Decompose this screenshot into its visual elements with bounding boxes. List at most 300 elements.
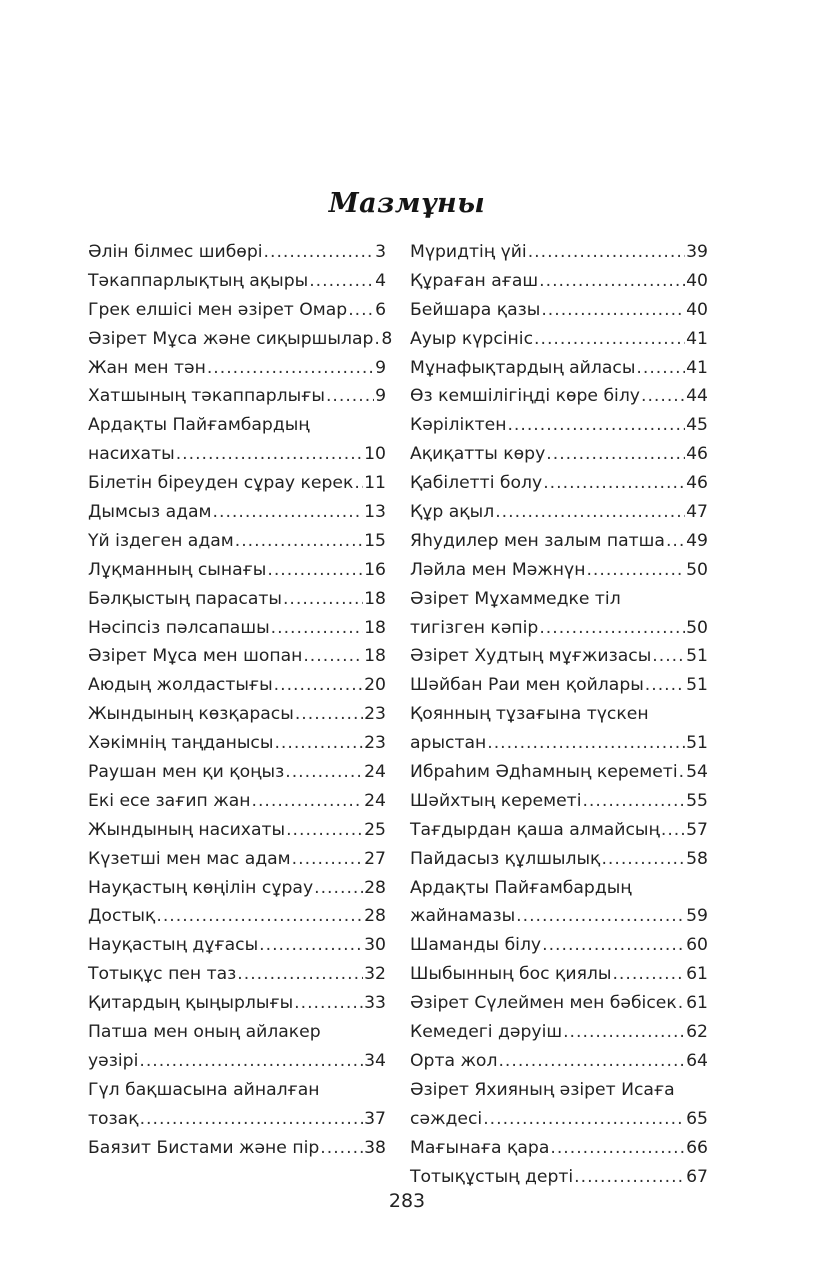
toc-entry-page-number: 27 bbox=[364, 848, 386, 869]
toc-entry-title: Науқастың дұғасы bbox=[88, 935, 259, 956]
toc-entry[interactable] bbox=[88, 238, 386, 267]
toc-entry-title: жайнамазы bbox=[410, 906, 516, 927]
toc-entry-title: тозақ bbox=[88, 1108, 139, 1129]
toc-entry-title: Әзірет Мұса мен шопан bbox=[88, 646, 303, 667]
toc-entry-title: Жан мен тән bbox=[88, 357, 206, 378]
toc-entry-line bbox=[410, 816, 708, 845]
toc-entry-page-number: 20 bbox=[364, 675, 386, 696]
toc-entry[interactable] bbox=[88, 411, 386, 469]
toc-entry-line bbox=[88, 729, 386, 758]
toc-entry-page-number: 4 bbox=[375, 270, 386, 291]
toc-entry-title: Қитардың қыңырлығы bbox=[88, 993, 294, 1014]
toc-entry[interactable] bbox=[88, 556, 386, 585]
toc-entry-page-number: 62 bbox=[686, 1022, 708, 1043]
toc-entry-title: Тағдырдан қаша алмайсың bbox=[410, 819, 660, 840]
toc-entry-line bbox=[410, 1018, 708, 1047]
toc-entry-title: Ләйла мен Мәжнүн bbox=[410, 559, 586, 580]
dot-leader bbox=[601, 845, 685, 874]
toc-entry[interactable] bbox=[410, 440, 708, 469]
dot-leader bbox=[286, 816, 363, 845]
toc-entry-page-number: 47 bbox=[686, 502, 708, 523]
toc-entry-page-number: 41 bbox=[686, 328, 708, 349]
toc-entry[interactable] bbox=[410, 960, 708, 989]
toc-entry-page-number: 18 bbox=[364, 617, 386, 638]
toc-entry-page-number: 65 bbox=[686, 1108, 708, 1129]
toc-entry-title: Әлін білмес шибөрі bbox=[88, 242, 263, 262]
dot-leader bbox=[354, 469, 363, 498]
toc-entry[interactable] bbox=[88, 700, 386, 729]
toc-entry-title: Баязит Бистами және пір bbox=[88, 1137, 320, 1158]
toc-entry-page-number: 9 bbox=[375, 386, 386, 407]
toc-right-column bbox=[410, 238, 708, 1191]
dot-leader bbox=[483, 1105, 685, 1134]
toc-entry-title: Білетін біреуден сұрау керек bbox=[88, 473, 354, 494]
toc-entry-title: Екі есе зағип жан bbox=[88, 790, 251, 811]
toc-entry-title: Шаманды білу bbox=[410, 935, 542, 956]
toc-entry[interactable] bbox=[410, 931, 708, 960]
toc-entry[interactable] bbox=[410, 1076, 708, 1134]
toc-entry-title: Күзетші мен мас адам bbox=[88, 848, 291, 869]
dot-leader bbox=[539, 267, 685, 296]
toc-entry[interactable] bbox=[410, 989, 708, 1018]
toc-entry-title: Раушан мен қи қоңыз bbox=[88, 762, 285, 783]
toc-entry[interactable] bbox=[410, 238, 708, 267]
toc-entry[interactable] bbox=[410, 642, 708, 671]
toc-entry-line bbox=[410, 642, 708, 671]
toc-entry[interactable] bbox=[88, 469, 386, 498]
toc-entry-page-number: 60 bbox=[686, 935, 708, 956]
toc-entry-line bbox=[88, 989, 386, 1018]
toc-entry-title: Тәкаппарлықтың ақыры bbox=[88, 270, 309, 291]
dot-leader bbox=[661, 816, 685, 845]
dot-leader bbox=[309, 267, 374, 296]
toc-entry-title: сәждесі bbox=[410, 1108, 483, 1129]
toc-entry-title: Орта жол bbox=[410, 1050, 498, 1071]
toc-entry[interactable] bbox=[410, 411, 708, 440]
toc-entry[interactable] bbox=[88, 758, 386, 787]
toc-entry-page-number: 66 bbox=[686, 1137, 708, 1158]
toc-entry[interactable] bbox=[410, 296, 708, 325]
toc-entry[interactable] bbox=[88, 816, 386, 845]
toc-entry-title: тигізген кәпір bbox=[410, 617, 539, 638]
toc-entry-title: Аюдың жолдастығы bbox=[88, 675, 273, 696]
dot-leader bbox=[641, 382, 685, 411]
toc-entry-page-number: 51 bbox=[686, 675, 708, 696]
toc-entry-line bbox=[410, 902, 708, 931]
dot-leader bbox=[636, 354, 685, 383]
toc-entry-line bbox=[410, 1163, 708, 1192]
toc-entry[interactable] bbox=[410, 1163, 708, 1192]
toc-entry[interactable] bbox=[410, 874, 708, 932]
dot-leader bbox=[612, 960, 685, 989]
toc-entry-title: Тотықұстың дерті bbox=[410, 1166, 574, 1187]
toc-entry[interactable] bbox=[88, 354, 386, 383]
toc-entry-page-number: 51 bbox=[686, 733, 708, 754]
toc-entry-line bbox=[88, 845, 386, 874]
toc-entry[interactable] bbox=[88, 845, 386, 874]
toc-entry-title-line1: Гүл бақшасына айналған bbox=[88, 1079, 320, 1100]
toc-entry-line bbox=[410, 325, 708, 354]
toc-entry-line bbox=[88, 874, 386, 903]
dot-leader bbox=[294, 989, 363, 1018]
toc-entry[interactable] bbox=[88, 874, 386, 903]
toc-entry-title: Өз кемшілігіңді көре білу bbox=[410, 386, 640, 407]
page-title: Мазмұны bbox=[328, 188, 486, 220]
toc-entry[interactable] bbox=[410, 816, 708, 845]
toc-entry[interactable] bbox=[88, 1134, 386, 1163]
toc-entry-page-number: 24 bbox=[364, 790, 386, 811]
toc-entry-page-number: 54 bbox=[686, 762, 708, 783]
toc-entry-page-number: 3 bbox=[375, 242, 386, 262]
toc-entry-line bbox=[410, 1134, 708, 1163]
dot-leader bbox=[295, 700, 363, 729]
toc-entry-line bbox=[88, 469, 386, 498]
toc-entry-title-line1: Ардақты Пайғамбардың bbox=[88, 415, 310, 436]
toc-entry[interactable] bbox=[88, 902, 386, 931]
dot-leader bbox=[274, 729, 363, 758]
toc-entry-line bbox=[88, 440, 386, 469]
toc-entry-line bbox=[410, 267, 708, 296]
toc-entry-line bbox=[410, 931, 708, 960]
dot-leader bbox=[207, 354, 374, 383]
toc-entry-line bbox=[410, 354, 708, 383]
dot-leader bbox=[645, 671, 685, 700]
toc-entry-title: Нәсіпсіз пәлсапашы bbox=[88, 617, 270, 638]
dot-leader bbox=[237, 960, 363, 989]
toc-entry[interactable] bbox=[88, 931, 386, 960]
toc-entry-line bbox=[88, 787, 386, 816]
dot-leader bbox=[666, 527, 685, 556]
toc-entry[interactable] bbox=[410, 758, 708, 787]
toc-entry-page-number: 61 bbox=[686, 993, 708, 1014]
dot-leader bbox=[543, 469, 685, 498]
toc-entry-page-number: 18 bbox=[364, 646, 386, 667]
dot-leader bbox=[348, 296, 374, 325]
toc-entry-page-number: 11 bbox=[364, 473, 386, 494]
toc-entry-page-number: 6 bbox=[375, 299, 386, 320]
toc-entry-title: Ақиқатты көру bbox=[410, 444, 546, 465]
toc-entry[interactable] bbox=[410, 382, 708, 411]
dot-leader bbox=[539, 614, 685, 643]
dot-leader bbox=[582, 787, 685, 816]
dot-leader bbox=[264, 238, 375, 267]
toc-entry-line bbox=[88, 585, 386, 614]
toc-entry-line bbox=[410, 440, 708, 469]
dot-leader bbox=[546, 440, 685, 469]
toc-entry-page-number: 10 bbox=[364, 444, 386, 465]
toc-entry-title-line1: Патша мен оның айлакер bbox=[88, 1022, 321, 1043]
toc-entry-page-number: 57 bbox=[686, 819, 708, 840]
toc-entry-line bbox=[410, 498, 708, 527]
dot-leader bbox=[259, 931, 363, 960]
toc-entry-title: Үй іздеген адам bbox=[88, 530, 234, 551]
toc-entry-title: Жындының көзқарасы bbox=[88, 704, 294, 725]
toc-entry-line bbox=[410, 845, 708, 874]
toc-entry-page-number: 38 bbox=[364, 1137, 386, 1158]
toc-entry-line bbox=[88, 498, 386, 527]
toc-entry-page-number: 39 bbox=[686, 242, 708, 262]
toc-entry-line bbox=[88, 902, 386, 931]
dot-leader bbox=[285, 758, 363, 787]
toc-entry-line bbox=[410, 960, 708, 989]
toc-entry-page-number: 51 bbox=[686, 646, 708, 667]
toc-entry-title: Әзірет Сүлеймен мен бәбісек bbox=[410, 993, 677, 1014]
toc-entry-page-number: 58 bbox=[686, 848, 708, 869]
toc-entry-page-number: 49 bbox=[686, 530, 708, 551]
toc-entry[interactable] bbox=[88, 296, 386, 325]
toc-entry[interactable] bbox=[410, 1134, 708, 1163]
toc-entry-line bbox=[88, 382, 386, 411]
toc-entry[interactable] bbox=[410, 325, 708, 354]
toc-entry-title: Тотықұс пен таз bbox=[88, 964, 237, 985]
toc-entry-line bbox=[88, 816, 386, 845]
toc-entry-title: Мағынаға қара bbox=[410, 1137, 550, 1158]
toc-entry-title: Дымсыз адам bbox=[88, 502, 212, 523]
toc-entry-line bbox=[410, 614, 708, 643]
dot-leader bbox=[283, 585, 363, 614]
toc-entry-title: насихаты bbox=[88, 444, 175, 465]
dot-leader bbox=[487, 729, 685, 758]
toc-entry[interactable] bbox=[410, 469, 708, 498]
dot-leader bbox=[303, 642, 363, 671]
toc-entry-line bbox=[88, 700, 386, 729]
toc-entry-page-number: 41 bbox=[686, 357, 708, 378]
toc-entry-line bbox=[410, 296, 708, 325]
toc-entry-title: Ауыр күрсініс bbox=[410, 328, 534, 349]
toc-entry-line bbox=[410, 989, 708, 1018]
toc-entry-line bbox=[88, 556, 386, 585]
dot-leader bbox=[176, 440, 363, 469]
toc-entry-line bbox=[410, 469, 708, 498]
toc-entry[interactable] bbox=[88, 989, 386, 1018]
toc-entry-line bbox=[410, 758, 708, 787]
toc-entry-title: Пайдасыз құлшылық bbox=[410, 848, 601, 869]
toc-entry-page-number: 50 bbox=[686, 559, 708, 580]
dot-leader bbox=[528, 238, 685, 267]
toc-entry-line bbox=[88, 671, 386, 700]
toc-entry[interactable] bbox=[410, 354, 708, 383]
toc-entry[interactable] bbox=[88, 671, 386, 700]
dot-leader bbox=[213, 498, 364, 527]
toc-entry-title: Шыбынның бос қиялы bbox=[410, 964, 612, 985]
toc-entry[interactable] bbox=[88, 1018, 386, 1076]
toc-entry-title: Хәкімнің таңданысы bbox=[88, 733, 274, 754]
toc-entry-page-number: 59 bbox=[686, 906, 708, 927]
toc-entry[interactable] bbox=[410, 267, 708, 296]
dot-leader bbox=[320, 1134, 363, 1163]
toc-entry-title: Мұнафықтардың айласы bbox=[410, 357, 636, 378]
toc-entry-title: Лұқманның сынағы bbox=[88, 559, 267, 580]
toc-entry-title: Достық bbox=[88, 906, 156, 927]
toc-entry-title: Шәйхтың кереметі bbox=[410, 790, 582, 811]
toc-entry-title: Әзірет Худтың мұғжизасы bbox=[410, 646, 652, 667]
toc-entry[interactable] bbox=[88, 498, 386, 527]
toc-entry-line bbox=[410, 382, 708, 411]
toc-entry-line bbox=[410, 787, 708, 816]
dot-leader bbox=[586, 556, 685, 585]
dot-leader bbox=[495, 498, 685, 527]
toc-entry-page-number: 24 bbox=[364, 762, 386, 783]
toc-entry-page-number: 67 bbox=[686, 1166, 708, 1187]
toc-entry-title: Шәйбан Раи мен қойлары bbox=[410, 675, 644, 696]
toc-entry-line bbox=[88, 527, 386, 556]
toc-entry-title-line1: Қоянның тұзағына түскен bbox=[410, 704, 649, 725]
toc-entry-title: Құраған ағаш bbox=[410, 270, 539, 291]
toc-entry-line bbox=[88, 1134, 386, 1163]
toc-entry-title: Кемедегі дәруіш bbox=[410, 1022, 563, 1043]
toc-entry-page-number: 23 bbox=[364, 704, 386, 725]
toc-entry-line bbox=[410, 1105, 708, 1134]
toc-entry[interactable] bbox=[410, 498, 708, 527]
dot-leader bbox=[574, 1163, 685, 1192]
toc-entry-line bbox=[410, 729, 708, 758]
toc-entry-page-number: 28 bbox=[364, 877, 386, 898]
dot-leader bbox=[292, 845, 363, 874]
toc-entry-page-number: 13 bbox=[364, 502, 386, 523]
dot-leader bbox=[271, 614, 363, 643]
toc-entry-page-number: 18 bbox=[364, 588, 386, 609]
page-number: 283 bbox=[388, 1190, 426, 1212]
toc-entry-page-number: 23 bbox=[364, 733, 386, 754]
dot-leader bbox=[507, 411, 685, 440]
toc-entry-line bbox=[410, 671, 708, 700]
dot-leader bbox=[652, 642, 685, 671]
toc-entry-page-number: 34 bbox=[364, 1050, 386, 1071]
dot-leader bbox=[498, 1047, 685, 1076]
toc-entry[interactable] bbox=[88, 1076, 386, 1134]
toc-entry[interactable] bbox=[88, 614, 386, 643]
toc-entry[interactable] bbox=[88, 585, 386, 614]
toc-entry[interactable] bbox=[410, 787, 708, 816]
toc-entry-title: Құр ақыл bbox=[410, 502, 495, 523]
toc-entry-line bbox=[88, 642, 386, 671]
dot-leader bbox=[267, 556, 363, 585]
toc-entry[interactable] bbox=[88, 267, 386, 296]
toc-entry[interactable] bbox=[410, 700, 708, 758]
toc-entry-line bbox=[88, 296, 386, 325]
toc-entry-page-number: 61 bbox=[686, 964, 708, 985]
toc-entry-line bbox=[410, 238, 708, 267]
toc-entry-page-number: 15 bbox=[364, 530, 386, 551]
toc-entry-title-line1: Ардақты Пайғамбардың bbox=[410, 877, 632, 898]
toc-entry-line bbox=[88, 931, 386, 960]
dot-leader bbox=[374, 325, 380, 354]
toc-entry[interactable] bbox=[88, 960, 386, 989]
dot-leader bbox=[140, 1105, 364, 1134]
toc-entry-line bbox=[88, 354, 386, 383]
toc-entry[interactable] bbox=[410, 527, 708, 556]
toc-entry-title: Ибраһим Әдһамның кереметі bbox=[410, 762, 678, 783]
toc-entry-page-number: 44 bbox=[686, 386, 708, 407]
toc-entry-page-number: 40 bbox=[686, 299, 708, 320]
toc-entry-title: Бәлқыстың парасаты bbox=[88, 588, 282, 609]
dot-leader bbox=[139, 1047, 363, 1076]
toc-entry-page-number: 9 bbox=[375, 357, 386, 378]
dot-leader bbox=[534, 325, 685, 354]
toc-entry-page-number: 28 bbox=[364, 906, 386, 927]
toc-entry-page-number: 50 bbox=[686, 617, 708, 638]
toc-entry-title: Әзірет Мұса және сиқыршылар bbox=[88, 328, 374, 349]
toc-entry-page-number: 40 bbox=[686, 270, 708, 291]
dot-leader bbox=[274, 671, 363, 700]
toc-entry[interactable] bbox=[410, 1047, 708, 1076]
dot-leader bbox=[314, 874, 363, 903]
toc-entry-title: Грек елшісі мен әзірет Омар bbox=[88, 299, 348, 320]
toc-entry[interactable] bbox=[88, 382, 386, 411]
toc-entry[interactable] bbox=[410, 585, 708, 643]
toc-entry-line bbox=[88, 325, 393, 354]
toc-entry[interactable] bbox=[88, 729, 386, 758]
toc-entry-page-number: 8 bbox=[381, 328, 393, 349]
dot-leader bbox=[156, 902, 363, 931]
toc-entry-title: Бейшара қазы bbox=[410, 299, 541, 320]
dot-leader bbox=[516, 902, 685, 931]
toc-entry-line bbox=[410, 1047, 708, 1076]
toc-entry-line bbox=[410, 556, 708, 585]
toc-entry[interactable] bbox=[88, 527, 386, 556]
toc-entry-page-number: 33 bbox=[364, 993, 386, 1014]
toc-entry-title: уәзірі bbox=[88, 1050, 139, 1071]
toc-entry-title: Науқастың көңілін сұрау bbox=[88, 877, 314, 898]
toc-entry-page-number: 45 bbox=[686, 415, 708, 436]
dot-leader bbox=[541, 296, 685, 325]
toc-entry-page-number: 30 bbox=[364, 935, 386, 956]
toc-entry-page-number: 37 bbox=[364, 1108, 386, 1129]
toc-entry-page-number: 46 bbox=[686, 444, 708, 465]
toc-entry[interactable] bbox=[88, 325, 393, 354]
toc-entry[interactable] bbox=[410, 845, 708, 874]
toc-entry-page-number: 16 bbox=[364, 559, 386, 580]
dot-leader bbox=[563, 1018, 685, 1047]
toc-entry-page-number: 32 bbox=[364, 964, 386, 985]
dot-leader bbox=[326, 382, 374, 411]
toc-entry-line bbox=[88, 238, 386, 267]
toc-entry-line bbox=[88, 267, 386, 296]
toc-entry[interactable] bbox=[410, 556, 708, 585]
dot-leader bbox=[679, 758, 686, 787]
toc-entry-title: Хатшының тәкаппарлығы bbox=[88, 386, 325, 407]
toc-entry-title-line1: Әзірет Мұхаммедке тіл bbox=[410, 588, 621, 609]
dot-leader bbox=[678, 989, 685, 1018]
toc-entry-page-number: 46 bbox=[686, 473, 708, 494]
dot-leader bbox=[251, 787, 363, 816]
toc-entry-title: Мүридтің үйі bbox=[410, 242, 527, 262]
toc-entry[interactable] bbox=[88, 642, 386, 671]
toc-entry-title: Кәріліктен bbox=[410, 415, 507, 436]
toc-entry-line bbox=[88, 1105, 386, 1134]
toc-entry[interactable] bbox=[410, 1018, 708, 1047]
toc-entry-title: Яһудилер мен залым патша bbox=[410, 530, 665, 551]
dot-leader bbox=[550, 1134, 685, 1163]
toc-entry-line bbox=[410, 527, 708, 556]
toc-entry-page-number: 64 bbox=[686, 1050, 708, 1071]
toc-entry-line bbox=[88, 960, 386, 989]
toc-entry[interactable] bbox=[88, 787, 386, 816]
toc-entry-title: арыстан bbox=[410, 733, 487, 754]
toc-entry-page-number: 55 bbox=[686, 790, 708, 811]
toc-entry[interactable] bbox=[410, 671, 708, 700]
toc-left-column bbox=[88, 238, 393, 1163]
dot-leader bbox=[235, 527, 363, 556]
toc-entry-title-line1: Әзірет Яхияның әзірет Исаға bbox=[410, 1079, 675, 1100]
toc-entry-line bbox=[88, 614, 386, 643]
toc-entry-title: Жындының насихаты bbox=[88, 819, 286, 840]
toc-entry-line bbox=[410, 411, 708, 440]
dot-leader bbox=[542, 931, 685, 960]
toc-entry-title: Қабілетті болу bbox=[410, 473, 543, 494]
toc-entry-page-number: 25 bbox=[364, 819, 386, 840]
toc-entry-line bbox=[88, 758, 386, 787]
